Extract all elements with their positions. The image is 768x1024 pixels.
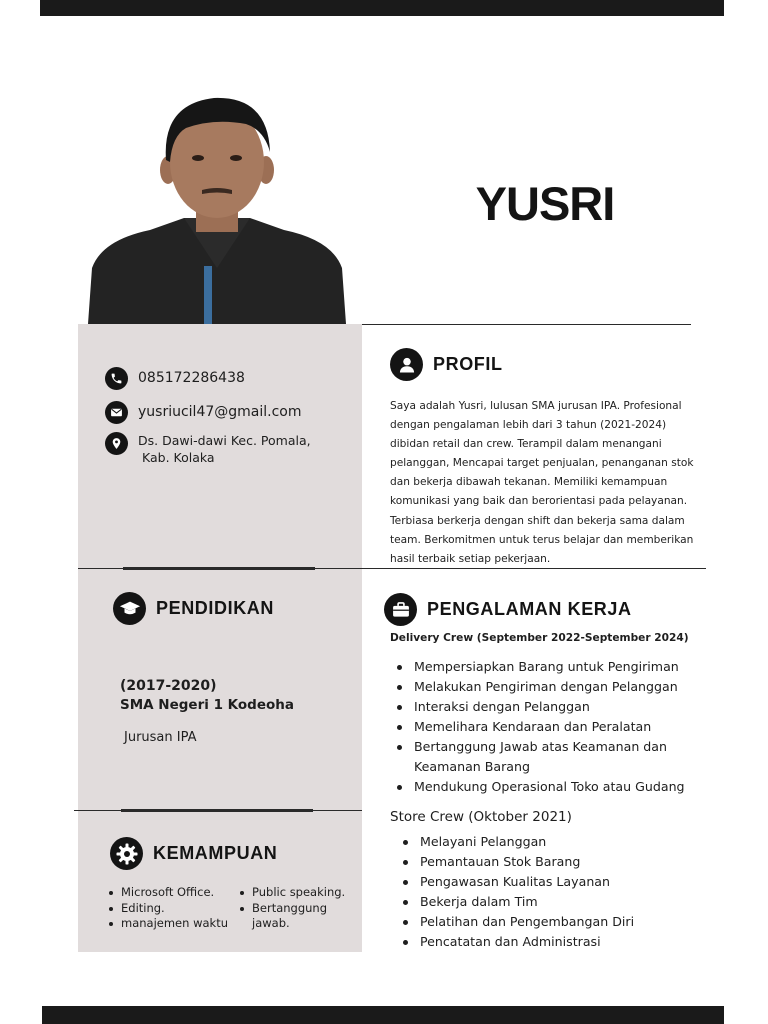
contact-address [105, 432, 311, 466]
list-item: Melayani Pelanggan [396, 832, 696, 852]
list-item: Pencatatan dan Administrasi [396, 932, 696, 952]
divider-middle-accent [123, 567, 315, 570]
contact-email [105, 401, 302, 424]
job-title-1: Delivery Crew (September 2022-September 2024) [390, 632, 689, 644]
education-heading-text: PENDIDIKAN [156, 598, 275, 618]
profile-heading [390, 348, 503, 381]
job-1-duties [390, 657, 710, 797]
experience-heading [384, 593, 632, 626]
skills-heading-text: KEMAMPUAN [153, 843, 278, 863]
candidate-name: YUSRI [475, 177, 615, 230]
list-item: Bekerja dalam Tim [396, 892, 696, 912]
education-major: Jurusan IPA [124, 730, 197, 745]
list-item: Melakukan Pengiriman dengan Pelanggan [390, 677, 710, 697]
phone-icon [105, 367, 128, 390]
briefcase-icon [384, 593, 417, 626]
list-item: Mendukung Operasional Toko atau Gudang [390, 777, 710, 797]
skills-heading [110, 837, 277, 870]
education-heading [113, 592, 274, 625]
experience-heading-text: PENGALAMAN KERJA [427, 599, 632, 619]
divider-lower-accent [121, 809, 313, 812]
address-line-1: Ds. Dawi-dawi Kec. Pomala, [138, 433, 311, 448]
list-item: manajemen waktu [107, 916, 232, 932]
skills-list-1 [107, 885, 232, 932]
email-address: yusriucil47@gmail.com [138, 404, 302, 420]
list-item: Bertanggung Jawab atas Keamanan dan Keamanan Barang [390, 737, 684, 777]
profile-heading-text: PROFIL [433, 354, 503, 374]
list-item: Microsoft Office. [107, 885, 232, 901]
top-bar [40, 0, 724, 16]
list-item: Memelihara Kendaraan dan Peralatan [390, 717, 710, 737]
list-item: Pengawasan Kualitas Layanan [396, 872, 696, 892]
graduation-cap-icon [113, 592, 146, 625]
list-item: Editing. [107, 901, 232, 917]
phone-number: 085172286438 [138, 370, 245, 386]
list-item: Mempersiapkan Barang untuk Pengiriman [390, 657, 710, 677]
list-item: Pemantauan Stok Barang [396, 852, 696, 872]
bottom-bar [42, 1006, 724, 1024]
location-pin-icon [105, 432, 128, 455]
profile-summary: Saya adalah Yusri, lulusan SMA jurusan IPA. Profesional dengan pengalaman lebih dari 3 tahun (2021-2024) dibidan retail dan crew. Terampil dalam menangani pelanggan, Mencapai target penjualan, penanganan stok dan bekerja dibawah tekanan. Memiliki kemampuan komunikasi yang baik dan berorientasi pada pelayanan. Terbiasa berkerja dengan shift dan bekerja sama dalam team. Berkomitmen untuk terus belajar dan memberikan hasil terbaik setiap pekerjaan. [390, 400, 694, 565]
job-2-duties [396, 832, 696, 952]
divider-header [362, 324, 691, 325]
skills-list-2 [238, 885, 358, 932]
profile-photo [88, 90, 346, 324]
education-school: SMA Negeri 1 Kodeoha [120, 697, 294, 713]
user-icon [390, 348, 423, 381]
list-item: Pelatihan dan Pengembangan Diri [396, 912, 696, 932]
job-title-2: Store Crew (Oktober 2021) [390, 809, 572, 825]
education-years: (2017-2020) [120, 678, 217, 694]
list-item: Public speaking. [238, 885, 358, 901]
contact-phone [105, 367, 245, 390]
email-icon [105, 401, 128, 424]
list-item: Bertanggung jawab. [238, 901, 358, 932]
gear-icon [110, 837, 143, 870]
list-item: Interaksi dengan Pelanggan [390, 697, 710, 717]
address-line-2: Kab. Kolaka [142, 450, 215, 465]
